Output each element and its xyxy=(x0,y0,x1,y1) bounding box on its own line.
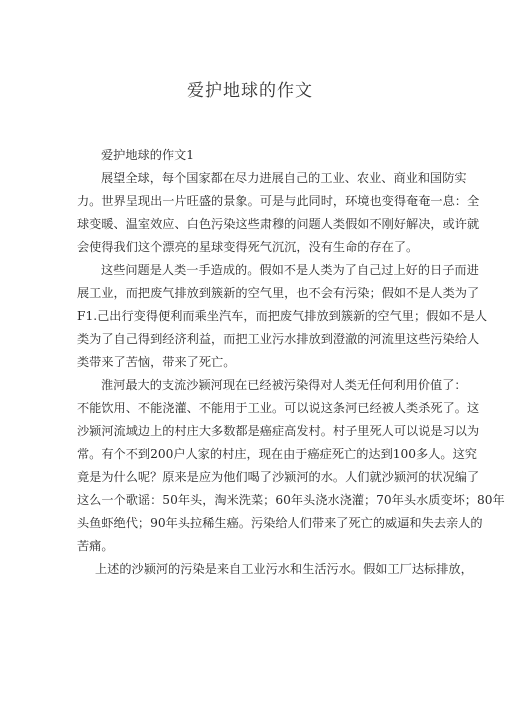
paragraph-line: 类为了自己得到经济利益，而把工业污水排放到澄澈的河流里这些污染给人 xyxy=(77,332,480,346)
document-title: 爱护地球的作文 xyxy=(187,81,313,101)
paragraph-line: 不能饮用、不能浇灌、不能用于工业。可以说这条河已经被人类杀死了。这 xyxy=(77,401,480,415)
paragraph-line: 淮河最大的支流沙颍河现在已经被污染得对人类无任何利用价值了： xyxy=(101,378,467,392)
paragraph-line: 沙颍河流域边上的村庄大多数都是癌症高发村。村子里死人可以说是习以为 xyxy=(77,424,480,438)
document-body xyxy=(77,144,505,581)
paragraph-line: 竟是为什么呢？原来是应为他们喝了沙颍河的水。人们就沙颍河的状况编了 xyxy=(77,470,480,484)
paragraph-line: 球变暖、温室效应、白色污染这些肃穆的问题人类假如不刚好解决，或许就 xyxy=(77,217,480,231)
section-heading: 爱护地球的作文1 xyxy=(101,148,195,162)
paragraph-line: 常。有个不到200户人家的村庄，现在由于癌症死亡的达到100多人。这究 xyxy=(77,447,477,461)
paragraph-line: 上述的沙颍河的污染是来自工业污水和生活污水。假如工厂达标排放， xyxy=(95,562,473,576)
paragraph-line: 这些问题是人类一手造成的。假如不是人类为了自己过上好的日子而进 xyxy=(101,263,479,277)
paragraph-line: 会使得我们这个漂亮的星球变得死气沉沉，没有生命的存在了。 xyxy=(77,240,419,254)
paragraph-line: 展工业，而把废气排放到簇新的空气里，也不会有污染；假如不是人类为了 xyxy=(77,286,480,300)
paragraph-line: 头鱼虾绝代；90年头拉稀生癌。污染给人们带来了死亡的威逼和失去亲人的 xyxy=(77,516,483,530)
paragraph-line: 类带来了苦恼，带来了死亡。 xyxy=(77,355,236,369)
paragraph-line: 苦痛。 xyxy=(77,539,114,553)
paragraph-line: 这么一个歌谣：50年头，淘米洗菜；60年头浇水浇灌；70年头水质变坏；80年 xyxy=(77,493,505,507)
paragraph-line: 展望全球，每个国家都在尽力进展自己的工业、农业、商业和国防实 xyxy=(101,171,467,185)
paragraph-line: 力。世界呈现出一片旺盛的景象。可是与此同时，环境也变得奄奄一息：全 xyxy=(77,194,480,208)
paragraph-line: F1.己出行变得便利而乘坐汽车，而把废气排放到簇新的空气里；假如不是人 xyxy=(77,309,488,323)
